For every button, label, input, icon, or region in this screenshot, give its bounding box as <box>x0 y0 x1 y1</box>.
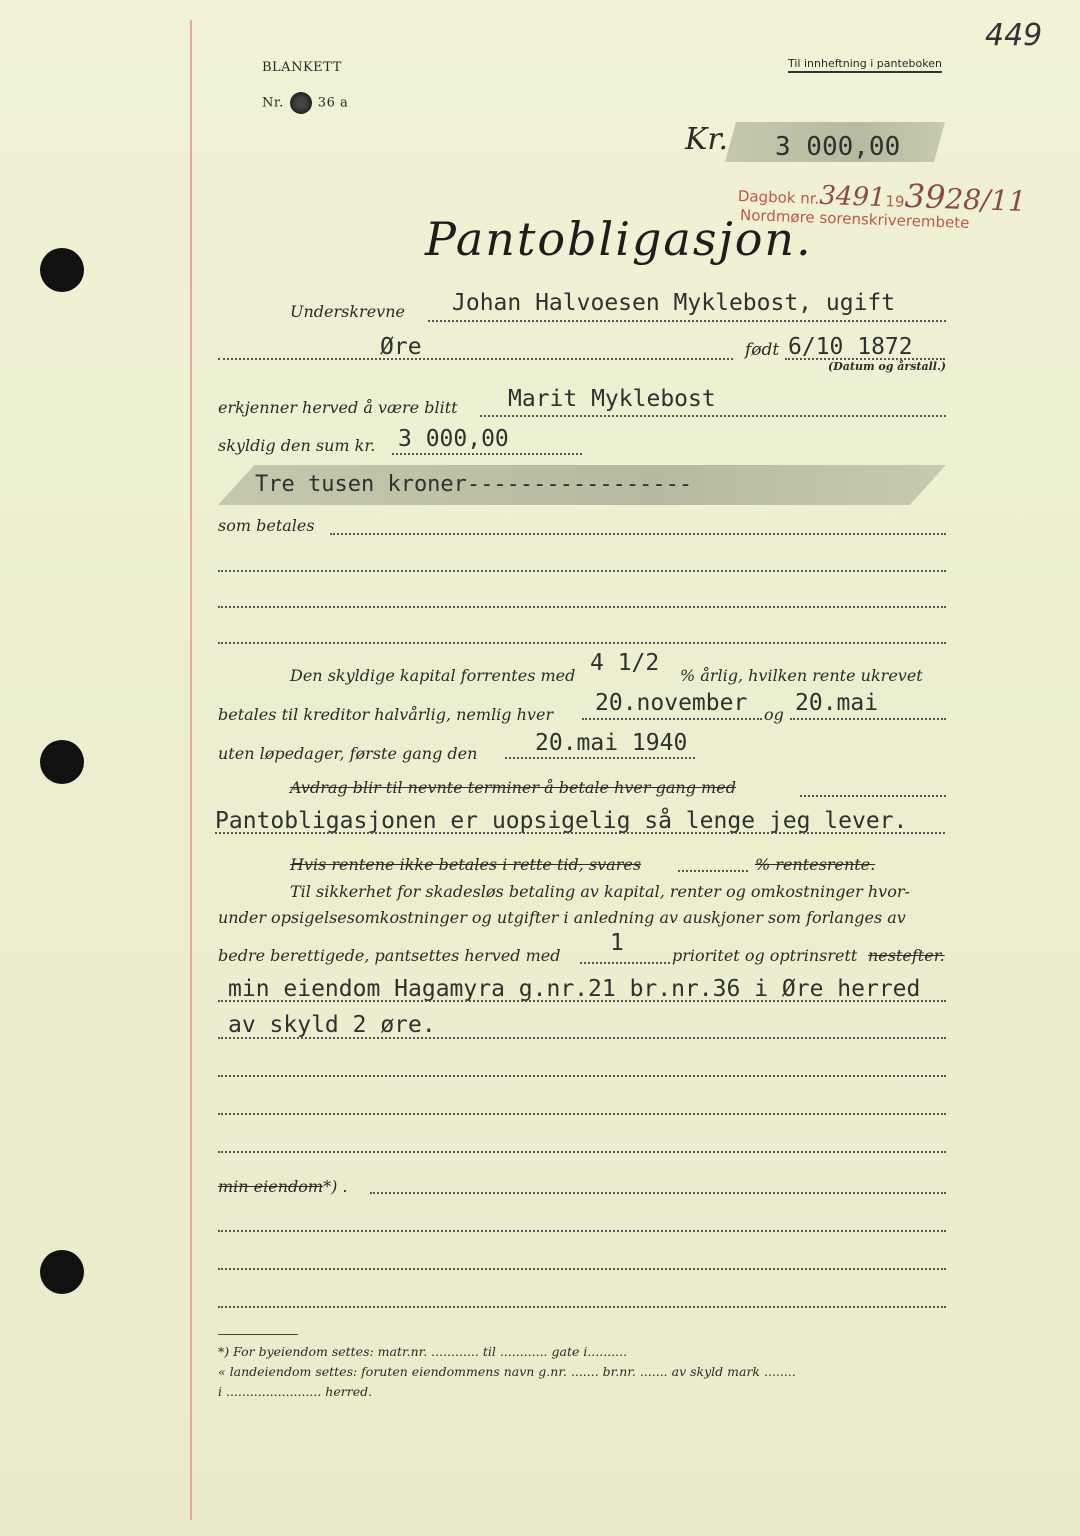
owing-label: skyldig den sum kr. <box>218 436 376 455</box>
fill-line <box>218 1230 946 1232</box>
page-number: 449 <box>985 18 1043 53</box>
fill-line <box>218 1151 946 1153</box>
creditor-value: Marit Myklebost <box>508 386 716 412</box>
security-line-1: Til sikkerhet for skadesløs betaling av kapital, renter og omkostninger hvor- <box>290 882 910 901</box>
fill-line <box>218 358 733 360</box>
penalty-struck-1: Hvis rentene ikke betales i rette tid, svares <box>290 855 642 874</box>
fill-line <box>392 453 582 455</box>
and-word: og <box>764 705 784 724</box>
punch-hole <box>40 248 84 292</box>
registry-stamp: Dagbok nr.3491193928/11 <box>737 176 1027 219</box>
fill-line <box>218 642 946 644</box>
fill-line <box>428 320 946 322</box>
nestefter-struck: nestefter. <box>868 946 945 965</box>
date-1: 20.november <box>595 690 748 716</box>
security-line-3b: prioritet og optrinsrett <box>672 946 858 965</box>
fill-line <box>218 1113 946 1115</box>
security-line-3a: bedre berettigede, pantsettes herved med <box>218 946 561 965</box>
born-value: 6/10 1872 <box>788 334 913 360</box>
amount-value: 3 000,00 <box>775 132 901 162</box>
interest-text-1: Den skyldige kapital forrentes med <box>290 666 576 685</box>
form-number: Nr. 36 a <box>262 92 348 114</box>
born-label: født <box>745 340 780 360</box>
property-line-2: av skyld 2 øre. <box>228 1012 436 1038</box>
undersigned-label: Underskrevne <box>290 302 405 321</box>
fill-line <box>480 415 946 417</box>
blankett-label: BLANKETT <box>262 60 342 75</box>
fill-line <box>580 962 670 964</box>
fill-line <box>218 1268 946 1270</box>
fill-line <box>215 832 945 834</box>
fill-line <box>218 1000 946 1002</box>
fill-line <box>218 1306 946 1308</box>
fill-line <box>800 795 946 797</box>
footnote-line-2: « landeiendom settes: foruten eiendommens navn g.nr. ....... br.nr. ....... av skyld mark ........ <box>218 1364 796 1379</box>
installment-value: Pantobligasjonen er uopsigelig så lenge jeg lever. <box>215 808 908 834</box>
punch-hole <box>40 740 84 784</box>
priority-value: 1 <box>610 930 624 956</box>
fill-line <box>218 570 946 572</box>
interest-text-2: % årlig, hvilken rente ukrevet <box>680 666 923 685</box>
document-title: Pantobligasjon. <box>425 212 813 266</box>
penalty-struck-2: % rentesrente. <box>755 855 876 874</box>
fill-line <box>330 533 946 535</box>
installment-struck: Avdrag blir til nevnte terminer å betale hver gang med <box>290 778 736 797</box>
security-line-2: under opsigelsesomkostninger og utgifter i anledning av auskjoner som forlanges av <box>218 908 906 927</box>
fill-line <box>370 1192 946 1194</box>
footnote-line-3: i ........................ herred. <box>218 1384 373 1399</box>
crest-emblem <box>290 92 312 114</box>
first-date: 20.mai 1940 <box>535 730 688 756</box>
property-line-1: min eiendom Hagamyra g.nr.21 br.nr.36 i Øre herred <box>228 976 921 1002</box>
undersigned-value: Johan Halvoesen Myklebost, ugift <box>452 290 896 316</box>
owing-value: 3 000,00 <box>398 426 509 452</box>
kr-label: Kr. <box>685 122 728 157</box>
born-note: (Datum og årstall.) <box>828 360 946 373</box>
binding-note: Til innheftning i panteboken <box>788 57 942 73</box>
pay-label: som betales <box>218 516 315 535</box>
fill-line <box>790 718 946 720</box>
min-eiendom-line: min eiendom*) . <box>218 1177 348 1196</box>
date-2: 20.mai <box>795 690 879 716</box>
stamp-office: Nordmøre sorenskriverembete <box>739 206 970 232</box>
interest-rate: 4 1/2 <box>590 650 660 676</box>
fill-line <box>582 718 762 720</box>
fill-line <box>678 870 748 872</box>
margin-rule <box>190 20 192 1520</box>
fill-line <box>505 757 695 759</box>
footnote-rule <box>218 1334 298 1335</box>
place-value: Øre <box>380 334 422 360</box>
punch-hole <box>40 1250 84 1294</box>
footnote-line-1: *) For byeiendom settes: matr.nr. ............ til ............ gate i.......... <box>218 1344 628 1359</box>
paid-text: betales til kreditor halvårlig, nemlig hver <box>218 705 554 724</box>
first-time-text: uten løpedager, første gang den <box>218 744 478 763</box>
amount-words: Tre tusen kroner----------------- <box>255 472 693 497</box>
fill-line <box>218 1075 946 1077</box>
fill-line <box>218 1037 946 1039</box>
fill-line <box>218 606 946 608</box>
acknowledge-label: erkjenner herved å være blitt <box>218 398 458 417</box>
